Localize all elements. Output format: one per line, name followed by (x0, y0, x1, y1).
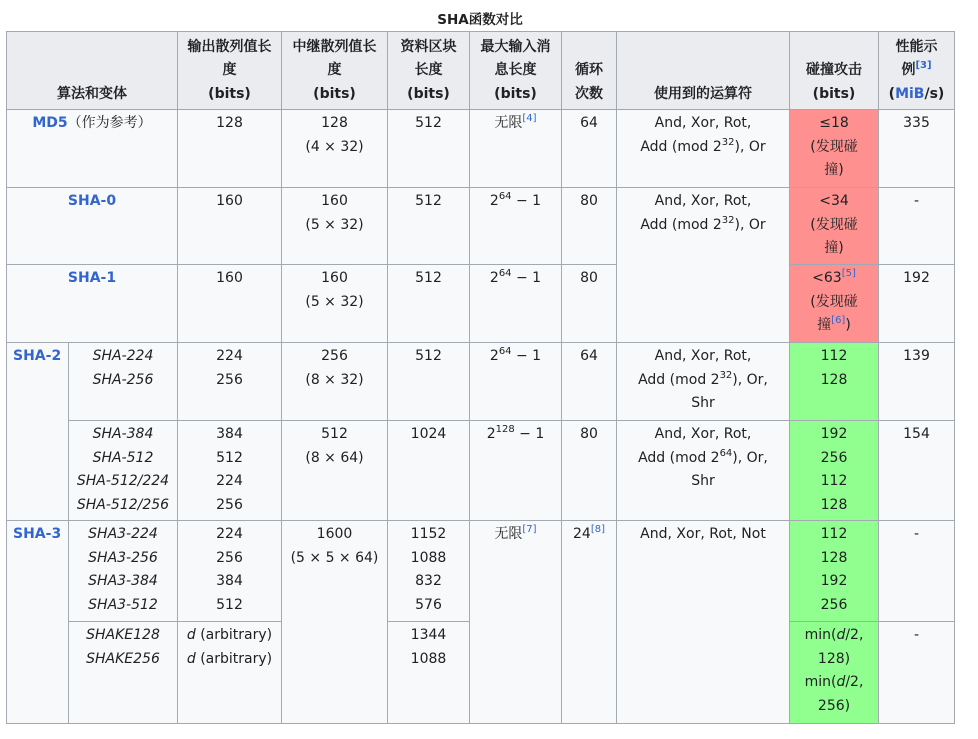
cell-maxlen: $2^{64} - 1$ (470, 188, 562, 265)
header-operations[interactable]: 使用到的运算符 (617, 32, 790, 110)
cell-variants: SHA-384 SHA-512 SHA-512/224 SHA-512/256 (69, 421, 178, 521)
cell-state: 160 (5 × 32) (282, 188, 388, 265)
cell-perf: 192 (879, 265, 955, 343)
cell-output: 224 256 384 512 (178, 521, 282, 622)
header-block-size[interactable]: 资料区块 长度 (bits) (388, 32, 470, 110)
cell-output: 384 512 224 256 (178, 421, 282, 521)
cell-rounds: 80 (562, 265, 617, 343)
cell-maxlen: $2^{64} - 1$ (470, 265, 562, 343)
cell-state: 1600 (5 × 5 × 64) (282, 521, 388, 724)
table-row-sha0 (7, 188, 955, 265)
cell-variants: SHA3-224 SHA3-256 SHA3-384 SHA3-512 (69, 521, 178, 622)
table-row-md5: MD5（作为参考） 128 128 (4 × 32) 512 无限[4] 64 And, Xor, Rot, Add (mod $2^{32}$), Or ≤18 (发现碰 撞) 335 (7, 110, 955, 188)
cell-output: d (arbitrary) d (arbitrary) (178, 622, 282, 724)
cell-rounds: 80 (562, 421, 617, 521)
cell-block: 512 (388, 343, 470, 421)
header-performance[interactable]: 性能示 例[3] (MiB/s) (879, 32, 955, 110)
cell-output: 128 (178, 110, 282, 188)
header-internal-state[interactable]: 中继散列值长 度 (bits) (282, 32, 388, 110)
ref-link[interactable]: [7] (522, 524, 537, 535)
cell-state: 256 (8 × 32) (282, 343, 388, 421)
cell-output: 224 256 (178, 343, 282, 421)
header-rounds[interactable]: 循环 次数 (562, 32, 617, 110)
ref-link[interactable]: [8] (590, 524, 605, 535)
cell-perf: 335 (879, 110, 955, 188)
cell-collision: 192 256 112 128 (790, 421, 879, 521)
table-row-sha3 (7, 521, 955, 622)
sha0-link[interactable]: SHA-0 (67, 193, 117, 209)
table-row-sha1 (7, 265, 955, 343)
cell-rounds: 64 (562, 110, 617, 188)
cell-output: 160 (178, 188, 282, 265)
cell-maxlen: $2^{64} - 1$ (470, 343, 562, 421)
cell-collision: 112 128 (790, 343, 879, 421)
cell-collision: 112 128 192 256 (790, 521, 879, 622)
cell-block: 1152 1088 832 576 (388, 521, 470, 622)
cell-variants: SHAKE128 SHAKE256 (69, 622, 178, 724)
table-row-sha2-224-256 (7, 343, 955, 421)
ref-link[interactable]: [5] (841, 268, 856, 279)
sha3-link[interactable]: SHA-3 (13, 526, 62, 542)
cell-collision: <63[5] (发现碰 撞[6]) (790, 265, 879, 343)
cell-state: 128 (4 × 32) (282, 110, 388, 188)
cell-maxlen: 无限[4] (470, 110, 562, 188)
md5-link[interactable]: MD5 (32, 115, 68, 131)
cell-ops: And, Xor, Rot, Add (mod $2^{32}$), Or (617, 110, 790, 188)
cell-rounds: 64 (562, 343, 617, 421)
cell-perf: - (879, 188, 955, 265)
cell-block: 1024 (388, 421, 470, 521)
cell-ops: And, Xor, Rot, Add (mod $2^{32}$), Or (617, 188, 790, 343)
cell-perf: - (879, 521, 955, 622)
cell-rounds: 80 (562, 188, 617, 265)
ref-link[interactable]: [4] (522, 113, 537, 124)
cell-collision: ≤18 (发现碰 撞) (790, 110, 879, 188)
cell-perf: 154 (879, 421, 955, 521)
sha-comparison-table (6, 31, 955, 724)
header-max-message[interactable]: 最大输入消 息长度 (bits) (470, 32, 562, 110)
cell-maxlen: 无限[7] (470, 521, 562, 724)
table-caption: SHA函数对比 (437, 12, 523, 28)
cell-ops: And, Xor, Rot, Add (mod $2^{64}$), Or, Shr (617, 421, 790, 521)
cell-block: 512 (388, 110, 470, 188)
ref-link[interactable]: [6] (831, 315, 846, 326)
header-row (7, 32, 955, 110)
cell-block: 1344 1088 (388, 622, 470, 724)
cell-maxlen: $2^{128} - 1$ (470, 421, 562, 521)
cell-state: 512 (8 × 64) (282, 421, 388, 521)
mib-link[interactable]: MiB (895, 85, 925, 102)
sha1-link[interactable]: SHA-1 (67, 270, 117, 286)
cell-output: 160 (178, 265, 282, 343)
cell-ops: And, Xor, Rot, Not (617, 521, 790, 724)
cell-collision: <34 (发现碰 撞) (790, 188, 879, 265)
header-output-size[interactable]: 输出散列值长 度 (bits) (178, 32, 282, 110)
cell-perf: 139 (879, 343, 955, 421)
table-row-sha2-384-512 (7, 421, 955, 521)
cell-block: 512 (388, 188, 470, 265)
cell-rounds: 24[8] (562, 521, 617, 724)
header-algorithm[interactable]: 算法和变体 (7, 32, 178, 110)
ref-link[interactable]: [3] (915, 60, 932, 71)
cell-variants: SHA-224 SHA-256 (69, 343, 178, 421)
cell-collision: min(d/2, 128) min(d/2, 256) (790, 622, 879, 724)
header-collision[interactable]: 碰撞攻击 (bits) (790, 32, 879, 110)
sha2-link[interactable]: SHA-2 (13, 348, 62, 364)
cell-block: 512 (388, 265, 470, 343)
cell-perf: - (879, 622, 955, 724)
cell-state: 160 (5 × 32) (282, 265, 388, 343)
cell-ops: And, Xor, Rot, Add (mod $2^{32}$), Or, Shr (617, 343, 790, 421)
